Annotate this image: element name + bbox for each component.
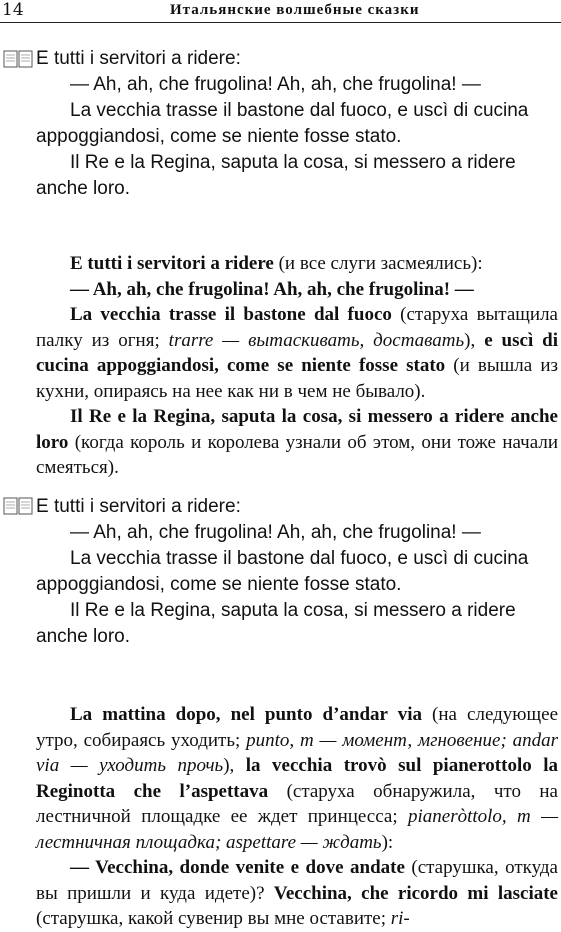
italian-text: La vecchia trasse il bastone dal fuoco <box>70 304 392 325</box>
gloss: punto, m — момент, мгновение; andar via — уходить прочь <box>36 729 558 776</box>
italian-text: Vecchina, che ricordo mi lasciate <box>273 882 558 904</box>
russian-translation: (когда король и королева узнали об этом, они тоже начали смеяться). <box>36 431 558 478</box>
text-line: — Ah, ah, che frugolina! Ah, ah, che frugolina! — <box>70 522 481 543</box>
text-line: Il Re e la Regina, saputa la cosa, si messero a ridere anche loro. <box>36 600 516 647</box>
header-rule <box>0 22 561 23</box>
text-line: La vecchia trasse il bastone dal fuoco, e uscì di cucina appoggiandosi, come se niente fosse stato. <box>36 100 529 147</box>
italian-text: — Vecchina, donde venite e dove andate <box>70 857 405 878</box>
annotated-paragraph <box>36 277 558 303</box>
russian-translation: (и все слуги засмеялись): <box>273 253 483 274</box>
russian-translation: (старуха вытащила палку из огня; <box>36 304 558 351</box>
annotated-paragraph <box>36 702 558 855</box>
italian-text: Il Re e la Regina, saputa la cosa, si messero a ridere anche loro <box>36 406 558 453</box>
italian-text: La mattina dopo, nel punto d’andar via <box>70 704 422 725</box>
russian-translation: ): <box>381 831 394 853</box>
annotated-text-block-1 <box>36 251 558 481</box>
annotated-paragraph <box>36 855 558 932</box>
italian-text: — Ah, ah, che frugolina! Ah, ah, che frugolina! — <box>70 278 474 300</box>
russian-translation: (старуха обнаружила, что на лестничной площадке ее ждет принцесса; <box>36 780 558 827</box>
italian-text: E tutti i servitori a ridere <box>70 253 274 274</box>
page-number: 14 <box>2 0 24 20</box>
annotated-paragraph <box>36 404 558 481</box>
gloss: pianeròttolo, m — лестничная площадка; aspettare — ждать <box>36 806 558 853</box>
russian-translation: ), <box>223 755 246 776</box>
text-line: — Ah, ah, che frugolina! Ah, ah, che frugolina! — <box>70 74 481 95</box>
annotated-paragraph <box>36 302 558 404</box>
text-line: La vecchia trasse il bastone dal fuoco, e uscì di cucina appoggiandosi, come se niente fosse stato. <box>36 548 529 595</box>
annotated-text-block-2 <box>36 702 558 932</box>
russian-translation: (и вышла из кухни, опираясь на нее как ни в чем не бывало). <box>36 355 558 402</box>
gloss: trarre — вытаскивать, доставать <box>168 329 465 351</box>
text-line: E tutti i servitori a ridere: <box>36 496 241 517</box>
russian-translation: (старушка, откуда вы пришли и куда идете)? <box>36 857 558 904</box>
book-icon <box>2 494 34 516</box>
russian-translation: (на следующее утро, собираясь уходить; <box>36 704 558 751</box>
plain-text-block-1 <box>36 46 560 202</box>
book-icon <box>2 47 34 69</box>
text-line: Il Re e la Regina, saputa la cosa, si messero a ridere anche loro. <box>36 152 516 199</box>
italian-text: la vecchia trovò sul pianerottolo la Reginotta che l’aspettava <box>36 755 559 802</box>
italian-text: e uscì di cucina appoggiandosi, come se niente fosse stato <box>36 329 559 376</box>
text-line: E tutti i servitori a ridere: <box>36 48 241 69</box>
annotated-paragraph <box>36 251 558 277</box>
russian-translation: ), <box>464 329 485 351</box>
gloss: ri- <box>390 908 410 929</box>
plain-text-block-2 <box>36 494 560 650</box>
page-header <box>0 0 561 22</box>
running-title: Итальянские волшебные сказки <box>170 2 420 18</box>
russian-translation: (старушка, какой сувенир вы мне оставите; <box>36 908 391 929</box>
